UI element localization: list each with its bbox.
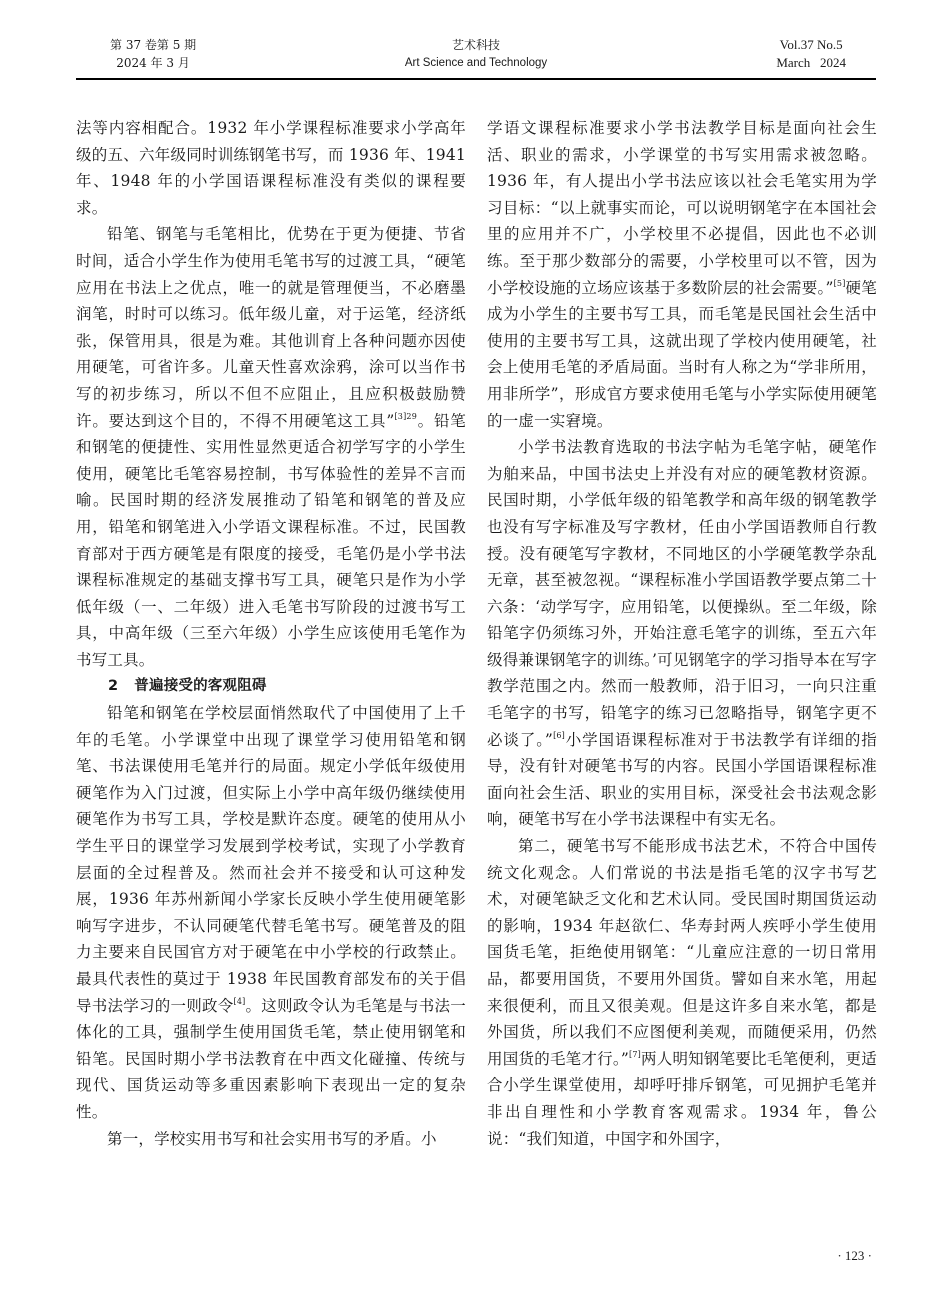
header-volume-issue: 第 37 卷第 5 期 (110, 38, 197, 52)
left-column (76, 115, 466, 1152)
paragraph-text: 第二，硬笔书写不能形成书法艺术，不符合中国传统文化观念。人们常说的书法是指毛笔的汉字书写艺术，对硬笔缺乏文化和艺术认同。受民国时期国货运动的影响，1934 年赵欲仁、华寿封两人疾呼小学生使用国货毛笔，拒绝使用钢笔：“儿童应注意的一切日常用品，都要用国货，不要用外国货。譬如自来水笔，用起来很便利，而且又很美观。但是这许多自来水笔，都是外国货，所以我们不应图便利美观，而随便采用，仍然用国货的毛笔才行。” (487, 837, 877, 1068)
header-month-year: March 2024 (776, 55, 846, 70)
page-number: · 123 · (837, 1248, 872, 1263)
paragraph (487, 115, 877, 434)
paragraph-text: 。铅笔和钢笔的便捷性、实用性显然更适合初学写字的小学生使用，硬笔比毛笔容易控制，书写体验性的差异不言而喻。民国时期的经济发展推动了铅笔和钢笔的普及应用，铅笔和钢笔进入小学语文课程标准。不过，民国教育部对于西方硬笔是有限度的接受，毛笔仍是小学书法课程标准规定的基础支撑书写工具，硬笔只是作为小学低年级（一、二年级）进入毛笔书写阶段的过渡书写工具，中高年级（三至六年级）小学生应该使用毛笔作为书写工具。 (76, 411, 466, 669)
paragraph-text: 铅笔和钢笔在学校层面悄然取代了中国使用了上千年的毛笔。小学课堂中出现了课堂学习使用铅笔和钢笔、书法课使用毛笔并行的局面。规定小学低年级使用硬笔作为入门过渡，但实际上小学中高年级仍继续使用硬笔作为书写工具，学校是默许态度。硬笔的使用从小学生平日的课堂学习发展到学校考试，实现了小学教育层面的全过程普及。然而社会并不接受和认可这种发展，1936 年苏州新闻小学家长反映小学生使用硬笔影响写字进步，不认同硬笔代替毛笔书写。硬笔普及的阻力主要来自民国官方对于硬笔在中小学校的行政禁止。最具代表性的莫过于 1938 年民国教育部发布的关于倡导书法学习的一则政令 (76, 704, 466, 1015)
paragraph (76, 221, 466, 673)
section-title: 普遍接受的客观阻碍 (134, 678, 267, 695)
section-heading (76, 673, 466, 700)
header-journal (76, 36, 876, 72)
paragraph: 法等内容相配合。1932 年小学课程标准要求小学高年级的五、六年级同时训练钢笔书写，而 1936 年、1941 年、1948 年的小学国语课程标准没有类似的课程要求。 (76, 119, 466, 217)
paragraph-text: 学语文课程标准要求小学书法教学目标是面向社会生活、职业的需求，小学课堂的书写实用需求被忽略。1936 年，有人提出小学书法应该以社会毛笔实用为学习目标：“以上就事实而论，可以说明钢笔字在本国社会里的应用并不广，小学校里不必提倡，因此也不必训练。至于那少数部分的需要，小学校里可以不管，因为小学校设施的立场应该基于多数阶层的社会需要。” (487, 119, 877, 297)
paragraph (487, 833, 877, 1152)
paragraph (76, 700, 466, 1126)
right-column (487, 115, 877, 1152)
header-date: 2024 年 3 月 (116, 56, 190, 70)
header-journal-en: Art Science and Technology (404, 57, 548, 69)
citation-ref[interactable]: [6] (553, 730, 565, 740)
paragraph (487, 434, 877, 833)
header-journal-cn: 艺术科技 (451, 38, 500, 52)
paragraph-text: 铅笔、钢笔与毛笔相比，优势在于更为便捷、节省时间，适合小学生作为使用毛笔书写的过渡工具，“硬笔应用在书法上之优点，唯一的就是管理便当，不必磨墨润笔，时时可以练习。低年级儿童，对于运笔，经济纸张，保管用具，很是为难。其他训育上各种问题亦因使用硬笔，可省许多。儿童天性喜欢涂鸦，涂可以当作书写的初步练习，所以不但不应阻止，且应积极鼓励赞许。要达到这个目的，不得不用硬笔这工具” (76, 225, 466, 430)
header-vol-no: Vol.37 No.5 (779, 37, 843, 52)
citation-ref[interactable]: [3]29 (394, 411, 417, 421)
citation-ref[interactable]: [5] (833, 278, 846, 288)
paragraph-text: 小学书法教育选取的书法字帖为毛笔字帖，硬笔作为舶来品，中国书法史上并没有对应的硬笔教材资源。民国时期，小学低年级的铅笔教学和高年级的钢笔教学也没有写字标准及写字教材，任由小学国语教师自行教授。没有硬笔写字教材，不同地区的小学硬笔教学杂乱无章，甚至被忽视。“课程标准小学国语教学要点第二十六条：‘动学写字，应用铅笔，以便操纵。至二年级，除铅笔字仍须练习外，开始注意毛笔字的训练，至五六年级得兼课钢笔字的训练。’可见钢笔字的学习指导本在写字教学范围之内。然而一般教师，沿于旧习，一向只注重毛笔字的书写，铅笔字的练习已忽略指导，钢笔字更不必谈了。” (487, 438, 877, 749)
paragraph-text: 硬笔成为小学生的主要书写工具，而毛笔是民国社会生活中使用的主要书写工具，这就出现了学校内使用硬笔，社会上使用毛笔的矛盾局面。当时有人称之为“学非所用，用非所学”，形成官方要求使用毛笔与小学实际使用硬笔的一虚一实窘境。 (487, 278, 877, 430)
running-header (76, 36, 876, 80)
citation-ref[interactable]: [4] (233, 996, 246, 1006)
paragraph-text: 小学国语课程标准对于书法教学有详细的指导，没有针对硬笔书写的内容。民国小学国语课程标准面向社会生活、职业的实用目标，深受社会书法观念影响，硬笔书写在小学书法课程中有实无名。 (487, 730, 877, 829)
paragraph: 第一，学校实用书写和社会实用书写的矛盾。小 (107, 1129, 437, 1148)
header-vol (776, 36, 846, 72)
paragraph-text: 两人明知钢笔要比毛笔便利，更适合小学生课堂使用，却呼吁排斥钢笔，可见拥护毛笔并非出自理性和小学教育客观需求。1934 年，鲁公说：“我们知道，中国字和外国字， (487, 1049, 877, 1148)
section-number: 2 (108, 678, 119, 695)
citation-ref[interactable]: [7] (629, 1049, 641, 1059)
paragraph-text: 。这则政令认为毛笔是与书法一体化的工具，强制学生使用国货毛笔，禁止使用钢笔和铅笔。民国时期小学书法教育在中西文化碰撞、传统与现代、国货运动等多重因素影响下表现出一定的复杂性。 (76, 996, 466, 1121)
